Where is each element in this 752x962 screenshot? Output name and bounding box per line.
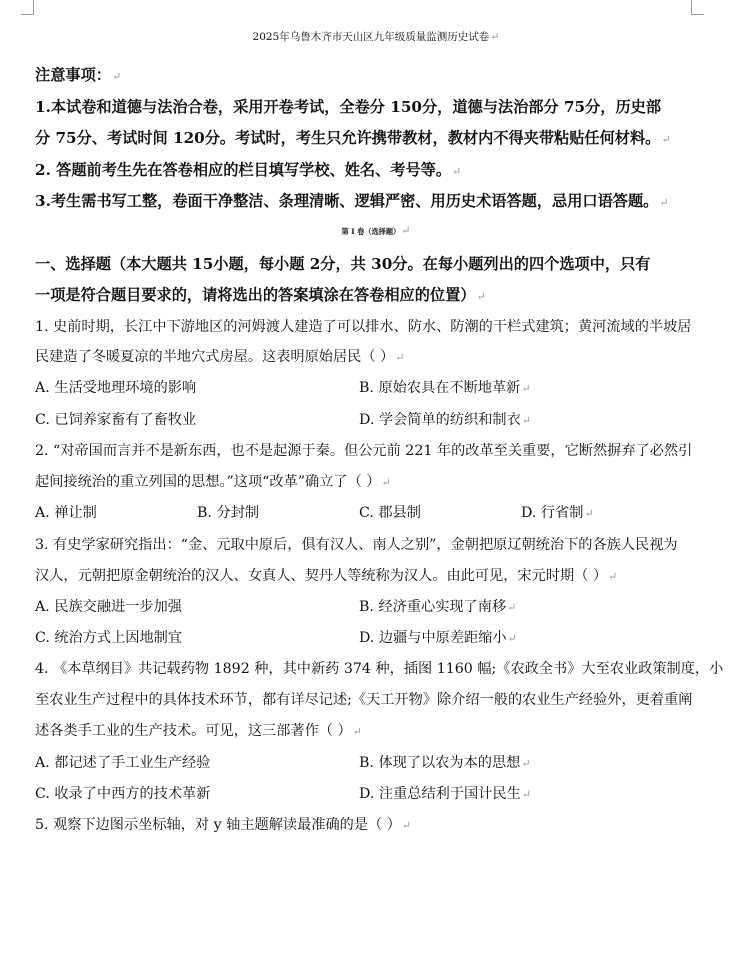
question-3-line-2: 汉人，元朝把原金朝统治的汉人、女真人、契丹人等统称为汉人。由此可见，宋元时期（ ）↵ <box>35 568 618 584</box>
question-3-option-d: D. 边疆与中原差距缩小↵ <box>359 630 517 646</box>
crop-mark-top-right <box>691 0 704 15</box>
question-4-option-b: B. 体现了以农为本的思想↵ <box>359 755 531 771</box>
question-4-line-1: 4. 《本草纲目》共记载药物 1892 种，其中新药 374 种，插图 1160 幅;《农政全书》大至农业政策制度，小 <box>35 661 724 677</box>
question-3-option-a: A. 民族交融进一步加强 <box>35 599 182 615</box>
question-1-option-b: B. 原始农具在不断地革新↵ <box>359 380 531 396</box>
section-title: 第 I 卷（选择题）↵ <box>341 224 411 237</box>
notice-item-1-line-1: 1.本试卷和道德与法治合卷，采用开卷考试，全卷分 150分，道德与法治部分 75分，历史部 <box>35 98 662 116</box>
question-1-option-c: C. 已饲养家畜有了畜牧业 <box>35 412 197 428</box>
section-instruction-line-2: 一项是符合题目要求的，请将选出的答案填涂在答卷相应的位置）↵ <box>35 286 486 304</box>
question-1-option-a: A. 生活受地理环境的影响 <box>35 380 197 396</box>
question-4-option-d: D. 注重总结利于国计民生↵ <box>359 786 531 802</box>
notice-heading: 注意事项：↵ <box>35 66 122 84</box>
section-instruction-line-1: 一、选择题（本大题共 15小题，每小题 2分，共 30分。在每小题列出的四个选项中，只有 <box>35 255 651 273</box>
notice-item-2: 2. 答题前考生先在答卷相应的栏目填写学校、姓名、考号等。↵ <box>35 161 462 179</box>
notice-item-3: 3.考生需书写工整，卷面干净整洁、条理清晰、逻辑严密、用历史术语答题，忌用口语答题。↵ <box>35 192 669 210</box>
notice-item-1-line-2: 分 75分、考试时间 120分。考试时，考生只允许携带教材，教材内不得夹带粘贴任何材料。↵ <box>35 129 671 147</box>
question-2-option-c: C. 郡县制 <box>359 505 421 521</box>
question-2-option-d: D. 行省制↵ <box>521 505 594 521</box>
question-1-line-2: 民建造了冬暖夏凉的半地穴式房屋。这表明原始居民（ ）↵ <box>35 349 405 365</box>
question-5-line-1: 5. 观察下边图示坐标轴，对 y 轴主题解读最准确的是（ ）↵ <box>35 817 412 833</box>
question-4-option-c: C. 收录了中西方的技术革新 <box>35 786 211 802</box>
crop-mark-top-left <box>21 0 34 15</box>
question-4-option-a: A. 都记述了手工业生产经验 <box>35 755 211 771</box>
question-1-option-d: D. 学会简单的纺织和制衣↵ <box>359 412 531 428</box>
question-1-line-1: 1. 史前时期，长江中下游地区的河姆渡人建造了可以排水、防水、防潮的干栏式建筑；黄河流域的半坡居 <box>35 319 692 335</box>
question-2-line-2: 起间接统治的重立列国的思想。”这项“改革”确立了（ ）↵ <box>35 474 391 490</box>
question-2-option-a: A. 禅让制 <box>35 505 97 521</box>
exam-title: 2025年乌鲁木齐市天山区九年级质量监测历史试卷↵ <box>252 30 500 43</box>
question-3-line-1: 3. 有史学家研究指出：“金、元取中原后，俱有汉人、南人之别”，金朝把原辽朝统治下的各族人民视为 <box>35 537 678 553</box>
question-4-line-3: 述各类手工业的生产技术。可见，这三部著作（ ）↵ <box>35 723 362 739</box>
question-2-option-b: B. 分封制 <box>197 505 260 521</box>
question-4-line-2: 至农业生产过程中的具体技术环节，都有详尽记述;《天工开物》除介绍一般的农业生产经验外，更着重阐 <box>35 692 693 708</box>
question-3-option-c: C. 统治方式上因地制宜 <box>35 630 183 646</box>
question-3-option-b: B. 经济重心实现了南移↵ <box>359 599 517 615</box>
question-2-line-1: 2. “对帝国而言并不是新东西，也不是起源于秦。但公元前 221 年的改革至关重要，它断然摒弃了必然引 <box>35 443 693 459</box>
